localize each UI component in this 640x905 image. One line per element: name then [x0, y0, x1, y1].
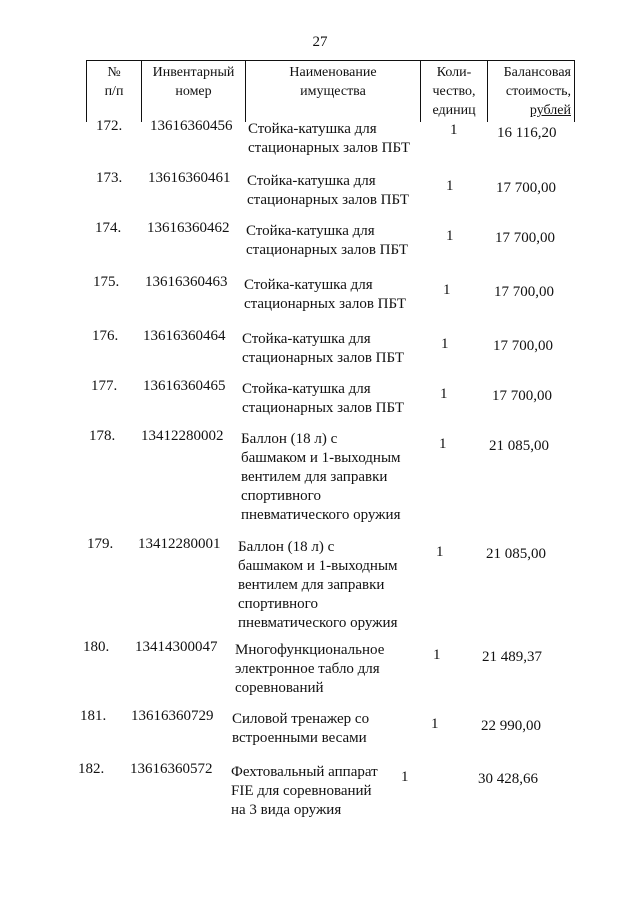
inventory-number: 13412280002 [141, 428, 224, 444]
item-name-line: пневматического оружия [241, 507, 401, 523]
header-quantity-line1: Коли- [436, 65, 472, 80]
header-quantity-line3: единиц [432, 103, 476, 118]
quantity: 1 [401, 769, 409, 785]
item-name-line: Стойка-катушка для [244, 277, 373, 293]
quantity: 1 [450, 122, 458, 138]
balance-cost: 21 489,37 [482, 649, 542, 665]
item-name-line: Баллон (18 л) с [238, 539, 335, 555]
header-cost-line2: стоимость, [505, 84, 571, 99]
inventory-number: 13616360464 [143, 328, 226, 344]
row-number: 175. [93, 274, 120, 290]
inventory-number: 13616360729 [131, 708, 214, 724]
item-name-line: электронное табло для [235, 661, 380, 677]
row-number: 180. [83, 639, 110, 655]
balance-cost: 16 116,20 [497, 125, 557, 141]
balance-cost: 17 700,00 [495, 230, 555, 246]
item-name-line: вентилем для заправки [241, 469, 388, 485]
balance-cost: 17 700,00 [493, 338, 553, 354]
row-number: 179. [87, 536, 114, 552]
header-quantity [421, 61, 488, 123]
balance-cost: 21 085,00 [489, 438, 549, 454]
quantity: 1 [431, 716, 439, 732]
quantity: 1 [443, 282, 451, 298]
row-number: 172. [96, 118, 123, 134]
inventory-number: 13616360456 [150, 118, 233, 134]
row-number: 176. [92, 328, 119, 344]
item-name-line: на 3 вида оружия [231, 802, 342, 818]
balance-cost: 21 085,00 [486, 546, 546, 562]
row-number: 182. [78, 761, 105, 777]
item-name-line: Стойка-катушка для [246, 223, 375, 239]
header-number-line1: № [107, 65, 121, 80]
header-inventory-line1: Инвентарный [152, 65, 235, 80]
item-name-line: Баллон (18 л) с [241, 431, 338, 447]
item-name-line: стационарных залов ПБТ [247, 192, 410, 208]
header-name-line1: Наименование [289, 65, 377, 80]
item-name-line: спортивного [241, 488, 321, 504]
header-inventory [142, 61, 246, 123]
quantity: 1 [446, 178, 454, 194]
inventory-number: 13616360462 [147, 220, 230, 236]
quantity: 1 [440, 386, 448, 402]
item-name-line: встроенными весами [232, 730, 367, 746]
inventory-number: 13616360572 [130, 761, 213, 777]
item-name-line: пневматического оружия [238, 615, 398, 631]
header-cost-line1: Балансовая [503, 65, 571, 80]
inventory-number: 13414300047 [135, 639, 218, 655]
inventory-number: 13616360461 [148, 170, 231, 186]
row-number: 173. [96, 170, 123, 186]
table-header [86, 60, 575, 122]
header-number [87, 61, 142, 123]
quantity: 1 [439, 436, 447, 452]
quantity: 1 [441, 336, 449, 352]
item-name-line: стационарных залов ПБТ [242, 400, 405, 416]
header-name-line2: имущества [300, 84, 366, 99]
quantity: 1 [433, 647, 441, 663]
item-name-line: соревнований [235, 680, 324, 696]
row-number: 177. [91, 378, 118, 394]
item-name-line: Силовой тренажер со [232, 711, 370, 727]
header-cost [488, 61, 575, 123]
item-name-line: стационарных залов ПБТ [244, 296, 407, 312]
header-number-line2: п/п [104, 84, 124, 99]
header-inventory-line2: номер [175, 84, 212, 99]
item-name-line: Стойка-катушка для [242, 381, 371, 397]
item-name-line: стационарных залов ПБТ [242, 350, 405, 366]
item-name-line: Многофункциональное [235, 642, 385, 658]
balance-cost: 17 700,00 [492, 388, 552, 404]
item-name-line: стационарных залов ПБТ [248, 140, 411, 156]
row-number: 178. [89, 428, 116, 444]
page-number: 27 [312, 34, 328, 50]
quantity: 1 [446, 228, 454, 244]
balance-cost: 17 700,00 [494, 284, 554, 300]
item-name-line: Стойка-катушка для [242, 331, 371, 347]
item-name-line: Стойка-катушка для [247, 173, 376, 189]
inventory-number: 13616360465 [143, 378, 226, 394]
row-number: 181. [80, 708, 107, 724]
item-name-line: стационарных залов ПБТ [246, 242, 409, 258]
quantity: 1 [436, 544, 444, 560]
item-name-line: спортивного [238, 596, 318, 612]
item-name-line: Фехтовальный аппарат [231, 764, 378, 780]
balance-cost: 17 700,00 [496, 180, 556, 196]
item-name-line: башмаком и 1-выходным [241, 450, 401, 466]
row-number: 174. [95, 220, 122, 236]
balance-cost: 30 428,66 [478, 771, 538, 787]
item-name-line: башмаком и 1-выходным [238, 558, 398, 574]
header-name [246, 61, 421, 123]
item-name-line: вентилем для заправки [238, 577, 385, 593]
item-name-line: Стойка-катушка для [248, 121, 377, 137]
header-quantity-line2: чество, [432, 84, 476, 99]
header-cost-line3: рублей [529, 103, 571, 118]
inventory-number: 13412280001 [138, 536, 221, 552]
item-name-line: FIE для соревнований [231, 783, 372, 799]
balance-cost: 22 990,00 [481, 718, 541, 734]
inventory-number: 13616360463 [145, 274, 228, 290]
